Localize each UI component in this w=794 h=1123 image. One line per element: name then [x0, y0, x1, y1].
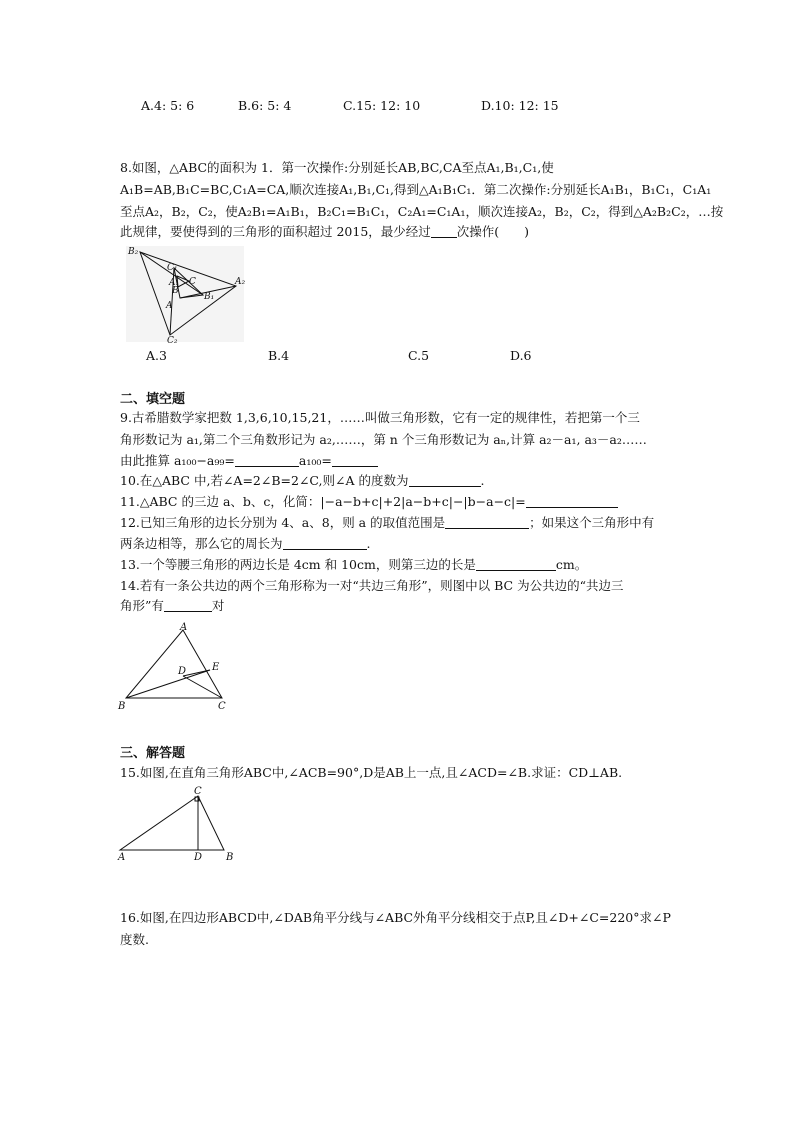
q14-text: 角形”有: [120, 598, 164, 613]
q8-label-a1: A₁: [169, 278, 180, 288]
q14-line1: 14.若有一条公共边的两个三角形称为一对“共边三角形”，则图中以 BC 为公共边的“共边三: [120, 578, 624, 593]
q10-tail: .: [480, 473, 485, 488]
q14-label-c: C: [218, 701, 226, 712]
q11-blank: [526, 494, 618, 508]
q8-label-c2: C₂: [167, 336, 178, 344]
q8-label-b2: B₂: [128, 247, 139, 257]
q8-label-a: A: [166, 301, 173, 311]
q8-label-b: B: [172, 286, 179, 296]
q14-line-de: [183, 670, 210, 676]
q8-figure: [118, 240, 248, 344]
q8-line3: 至点A₂，B₂，C₂，使A₂B₁=A₁B₁，B₂C₁=B₁C₁，C₂A₁=C₁A₁，顺次连接A₂，B₂，C₂，得到△A₂B₂C₂，…按: [120, 204, 724, 219]
q10-blank: [409, 473, 481, 487]
q8-label-c1: C₁: [167, 263, 178, 273]
q10: [120, 471, 485, 490]
q9-line3: [120, 451, 378, 470]
q13-blank: [476, 557, 556, 571]
section-fill-in-title: 二、填空题: [120, 392, 186, 407]
q8-line4-text: 此规律，要使得到的三角形的面积超过 2015，最少经过: [120, 224, 431, 239]
q8-line4-tail: 次操作( ): [456, 224, 530, 239]
q14-label-d: D: [178, 666, 187, 677]
q14-line2: [120, 596, 224, 615]
q8-option-b: B.4: [268, 348, 290, 363]
q9-line2: 角形数记为 a₁,第二个三角数形记为 a₂,……，第 n 个三角形数记为 aₙ,计算 a₂－a₁, a₃－a₂……: [120, 432, 647, 447]
q8-label-c: C: [189, 277, 196, 287]
q8-figure-background: [126, 246, 244, 342]
q13: [120, 555, 587, 574]
q14-label-e: E: [212, 662, 220, 673]
q9-line1: 9.古希腊数学家把数 1,3,6,10,15,21，……叫做三角形数，它有一定的规律性，若把第一个三: [120, 410, 640, 425]
q13-text: 13.一个等腰三角形的两边长是 4cm 和 10cm，则第三边的长是: [120, 557, 476, 572]
q11-text: 11.△ABC 的三边 a、b、c，化简：|−a−b+c|+2|a−b+c|−|b−a−c|=: [120, 494, 526, 509]
q12-text-3: 两条边相等，那么它的周长为: [120, 536, 283, 551]
q8-option-d: D.6: [510, 348, 532, 363]
q14-label-b: B: [118, 701, 126, 712]
q9-blank-1: [235, 453, 299, 467]
q14-figure: [112, 620, 242, 712]
q9-blank-2: [332, 453, 378, 467]
q15-text: 15.如图,在直角三角形ABC中,∠ACB=90°,D是AB上一点,且∠ACD=∠B.求证：CD⊥AB.: [120, 765, 623, 780]
q8-option-c: C.5: [408, 348, 430, 363]
q12-line1: [120, 513, 654, 532]
q11: [120, 492, 618, 511]
q12-line2: [120, 534, 371, 553]
q15-triangle-abc: [120, 796, 224, 850]
q16-line1: 16.如图,在四边形ABCD中,∠DAB角平分线与∠ABC外角平分线相交于点P,且∠D+∠C=220°求∠P: [120, 910, 671, 925]
q7-option-c: C.15: 12: 10: [343, 98, 421, 113]
q8-line1: 8.如图，△ABC的面积为 1．第一次操作:分别延长AB,BC,CA至点A₁,B₁,C₁,使: [120, 160, 554, 175]
q7-option-b: B.6: 5: 4: [238, 98, 292, 113]
q15-label-a: A: [118, 852, 126, 862]
q9-line3-second: a₁₀₀=: [298, 453, 332, 468]
q15-label-d: D: [194, 852, 203, 862]
q12-tail: .: [366, 536, 371, 551]
q15-label-c: C: [194, 786, 202, 797]
section-solutions-title: 三、解答题: [120, 746, 186, 761]
q12-text-2: ；如果这个三角形中有: [529, 515, 655, 530]
q8-label-a2: A₂: [235, 277, 246, 287]
q12-text: 12.已知三角形的边长分别为 4、a、8，则 a 的取值范围是: [120, 515, 446, 530]
q16-line2: 度数.: [120, 932, 149, 947]
q14-label-a: A: [180, 622, 188, 633]
q8-answer-blank: [431, 224, 457, 238]
q14-triangle-abc: [126, 630, 222, 698]
q14-blank: [164, 598, 212, 612]
q9-line3-text: 由此推算 a₁₀₀−a₉₉=: [120, 453, 235, 468]
q14-tail: 对: [211, 598, 225, 613]
q8-label-b1: B₁: [204, 292, 215, 302]
q12-blank-2: [283, 536, 367, 550]
q8-line2: A₁B=AB,B₁C=BC,C₁A=CA,顺次连接A₁,B₁,C₁,得到△A₁B₁C₁．第二次操作:分别延长A₁B₁，B₁C₁，C₁A₁: [120, 182, 712, 197]
q8-option-a: A.3: [146, 348, 167, 363]
q15-figure: [112, 782, 242, 862]
q12-blank-1: [445, 515, 529, 529]
q7-option-a: A.4: 5: 6: [141, 98, 195, 113]
q10-text: 10.在△ABC 中,若∠A=2∠B=2∠C,则∠A 的度数为: [120, 473, 409, 488]
q8-line4: [120, 222, 529, 241]
q15-label-b: B: [226, 852, 234, 862]
q7-option-d: D.10: 12: 15: [481, 98, 559, 113]
q13-tail: cm。: [555, 557, 588, 572]
